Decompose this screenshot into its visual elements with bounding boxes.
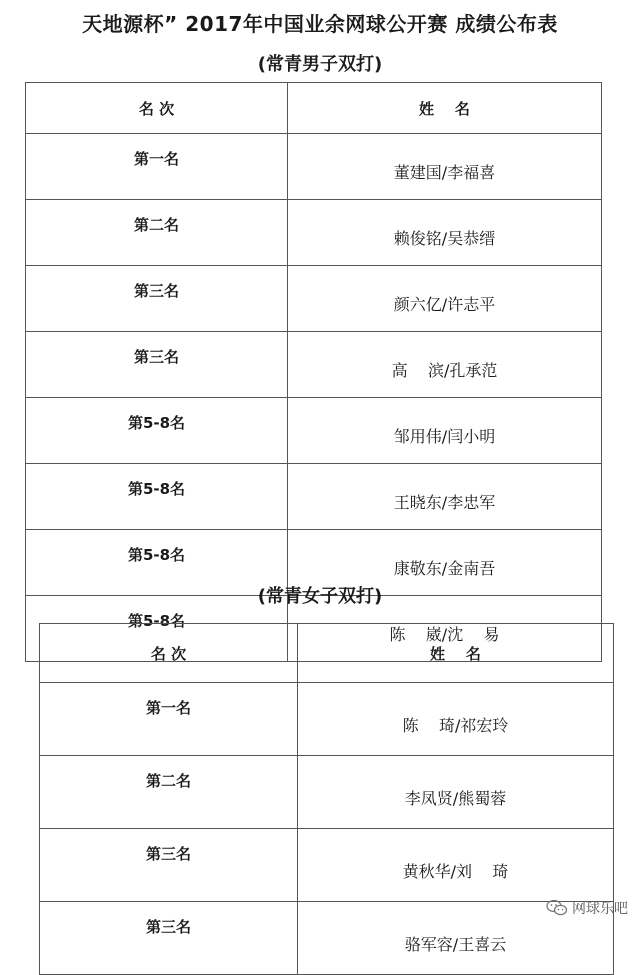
table-row (26, 134, 602, 200)
rank-cell: 第5-8名 (26, 596, 288, 662)
rank-cell: 第二名 (40, 756, 298, 829)
results-table-mens-doubles (25, 82, 602, 662)
rank-cell: 第三名 (40, 902, 298, 975)
rank-cell: 第5-8名 (26, 464, 288, 530)
header-name: 姓 名 (288, 83, 602, 134)
page-title: 天地源杯” 2017年中国业余网球公开赛 成绩公布表 (82, 12, 558, 36)
rank-cell: 第5-8名 (26, 530, 288, 596)
wechat-icon (546, 899, 568, 917)
rank-cell: 第5-8名 (26, 398, 288, 464)
player-names-cell: 董建国/李福喜 (288, 134, 602, 200)
player-names-cell: 黄秋华/刘 琦 (298, 829, 614, 902)
rank-cell: 第一名 (26, 134, 288, 200)
table-row (40, 756, 614, 829)
player-names-cell: 赖俊铭/吴恭缙 (288, 200, 602, 266)
header-rank: 名 次 (26, 83, 288, 134)
player-names-cell: 陈 崴/沈 易 (288, 596, 602, 662)
table-row (26, 200, 602, 266)
section-title-womens-doubles: (常青女子双打) (257, 586, 383, 607)
table-header-row (26, 83, 602, 134)
rank-cell: 第三名 (26, 332, 288, 398)
player-names-cell: 骆军容/王喜云 (298, 902, 614, 975)
rank-cell: 第二名 (26, 200, 288, 266)
player-names-cell: 李凤贤/熊蜀蓉 (298, 756, 614, 829)
player-names-cell: 颜六亿/许志平 (288, 266, 602, 332)
table-row (40, 902, 614, 975)
section-title-mens-doubles: (常青男子双打) (257, 54, 383, 75)
table-row (26, 464, 602, 530)
table-row (26, 332, 602, 398)
rank-cell: 第三名 (40, 829, 298, 902)
watermark-text: 网球乐吧 (572, 901, 628, 917)
table-row (40, 829, 614, 902)
table-row (26, 266, 602, 332)
table-header-row (40, 624, 614, 683)
player-names-cell: 陈 琦/祁宏玲 (298, 683, 614, 756)
results-table-womens-doubles (39, 623, 614, 975)
header-name: 姓 名 (298, 624, 614, 683)
table-row (26, 398, 602, 464)
header-rank: 名 次 (40, 624, 298, 683)
player-names-cell: 邹用伟/闫小明 (288, 398, 602, 464)
rank-cell: 第一名 (40, 683, 298, 756)
table-row (40, 683, 614, 756)
watermark (546, 898, 628, 918)
player-names-cell: 康敬东/金南吾 (288, 530, 602, 596)
rank-cell: 第三名 (26, 266, 288, 332)
player-names-cell: 王晓东/李忠军 (288, 464, 602, 530)
player-names-cell: 高 滨/孔承范 (288, 332, 602, 398)
